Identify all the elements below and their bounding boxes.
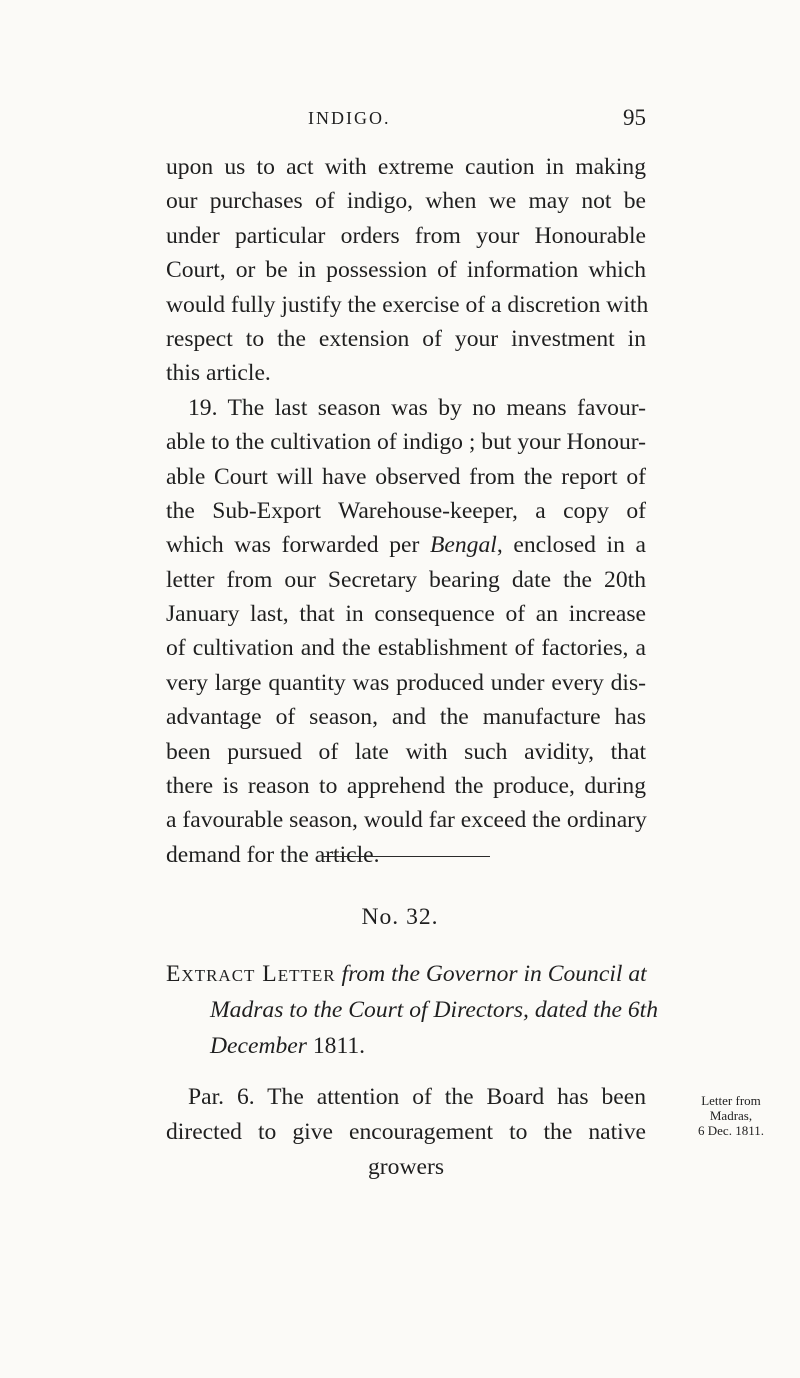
paragraph-19-line: advantage of season, and the manufacture has — [166, 704, 646, 731]
paragraph-6-line: growers — [368, 1154, 444, 1180]
paragraph-6-line: Par. 6. The attention of the Board has been — [188, 1084, 646, 1110]
text-line: our purchases of indigo, when we may not be — [166, 188, 646, 215]
paragraph-19-line: 19. The last season was by no means favour- — [188, 394, 646, 421]
paragraph-19-line: the Sub-Export Warehouse-keeper, a copy of — [166, 497, 646, 524]
extract-line: Madras to the Court of Directors, dated the 6th — [210, 997, 659, 1023]
extract-label: Extract Letter — [166, 961, 336, 987]
margin-note-line: Letter from — [701, 1093, 761, 1108]
margin-note-line: 6 Dec. 1811. — [698, 1123, 764, 1138]
extract-year: 1811. — [306, 1033, 366, 1059]
text-line: Court, or be in possession of information which — [166, 257, 646, 284]
text-line: under particular orders from your Honourable — [166, 222, 646, 249]
paragraph-19-line — [166, 528, 646, 562]
paragraph-19-line: a favourable season, would far exceed the ordinary — [166, 807, 647, 834]
text-fragment: , enclosed in a — [496, 532, 647, 559]
section-divider — [323, 856, 490, 857]
body-text — [166, 150, 649, 872]
paragraph-19-line: letter from our Secretary bearing date the 20th — [166, 566, 646, 593]
paragraph-6-line: directed to give encouragement to the native — [166, 1119, 646, 1145]
extract-month: December — [210, 1033, 307, 1059]
text-fragment: which was forwarded per — [166, 532, 430, 559]
paragraph-19-line: demand for the article. — [166, 841, 380, 868]
extract-line — [166, 956, 646, 992]
paragraph-19-line: very large quantity was produced under every dis- — [166, 669, 646, 696]
running-head: INDIGO. — [308, 108, 391, 128]
text-line: respect to the extension of your investment in — [166, 325, 646, 352]
paragraph-19-line: able to the cultivation of indigo ; but your Honour- — [166, 429, 646, 456]
paragraph-19-line: been pursued of late with such avidity, that — [166, 738, 646, 765]
extract-title: from the Governor in Council at — [341, 961, 647, 987]
text-line: upon us to act with extreme caution in making — [166, 154, 646, 180]
margin-note-line: Madras, — [709, 1108, 753, 1123]
paragraph-19-line: there is reason to apprehend the produce, during — [166, 773, 646, 800]
page-number: 95 — [623, 105, 646, 130]
extract-heading — [166, 956, 659, 1064]
page-header — [166, 105, 646, 138]
paragraph-19-line: of cultivation and the establishment of factories, a — [166, 635, 646, 662]
margin-note — [666, 1093, 796, 1138]
paragraph-6 — [166, 1080, 646, 1185]
extract-line — [166, 1028, 646, 1064]
text-line: would fully justify the exercise of a discretion with — [166, 291, 649, 318]
ship-name: Bengal — [429, 532, 497, 559]
document-number: No. 32. — [361, 904, 439, 930]
paragraph-19-line: able Court will have observed from the report of — [166, 463, 646, 490]
paragraph-19-line: January last, that in consequence of an increase — [166, 601, 646, 628]
text-line: this article. — [166, 360, 271, 387]
